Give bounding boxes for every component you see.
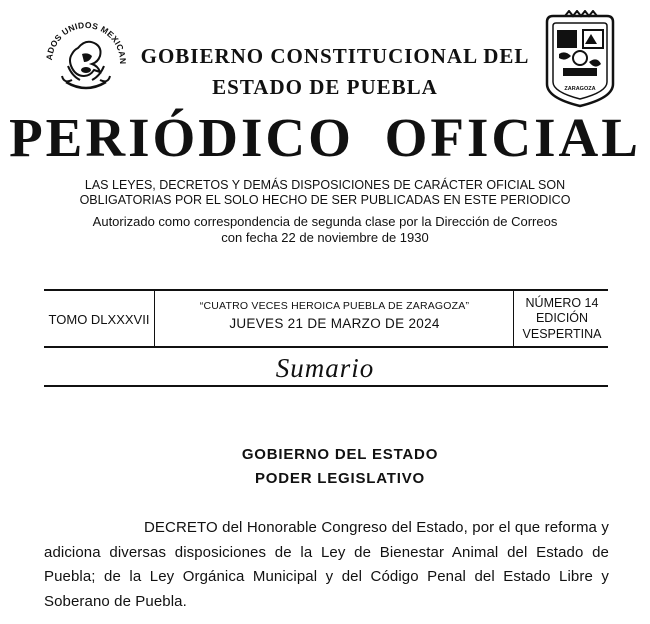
divider — [513, 291, 514, 346]
government-title-line1: GOBIERNO CONSTITUCIONAL DEL — [140, 44, 530, 68]
svg-text:ESTADOS UNIDOS MEXICANOS: ADOS UNIDOS MEXICAN — [43, 19, 129, 65]
section-heading-government: GOBIERNO DEL ESTADO — [241, 446, 439, 463]
volume-label: TOMO DLXXXVII — [48, 312, 150, 327]
issue-date: JUEVES 21 DE MARZO DE 2024 — [229, 316, 440, 331]
section-heading-legislative: PODER LEGISLATIVO — [254, 470, 425, 487]
issue-number: NÚMERO 14 — [525, 296, 599, 310]
decree-summary-paragraph: DECRETO del Honorable Congreso del Estado, por el que reforma y adiciona diversas disposiciones de la Ley de Bienestar Animal del Estado de Puebla; de la Ley Orgánica Municipal y del Código Penal del Estado Libre y Soberano de Puebla. — [44, 519, 609, 610]
government-title-line2: ESTADO DE PUEBLA — [212, 75, 438, 99]
divider — [44, 385, 608, 387]
authorization-line1: Autorizado como correspondencia de segunda clase por la Dirección de Correos — [92, 214, 558, 229]
masthead-title: PERIÓDICO OFICIAL — [9, 107, 641, 168]
divider — [154, 291, 155, 346]
legal-notice-line2: OBLIGATORIAS POR EL SOLO HECHO DE SER PUBLICADAS EN ESTE PERIODICO — [79, 193, 571, 207]
authorization-line2: con fecha 22 de noviembre de 1930 — [221, 230, 429, 245]
edition-type: VESPERTINA — [522, 327, 602, 341]
legal-notice-line1: LAS LEYES, DECRETOS Y DEMÁS DISPOSICIONES DE CARÁCTER OFICIAL SON — [84, 178, 566, 192]
edition-label: EDICIÓN — [535, 311, 589, 325]
summary-heading: Sumario — [275, 353, 375, 383]
svg-text:ZARAGOZA: ZARAGOZA — [564, 86, 596, 92]
issue-info-box — [44, 289, 608, 348]
city-motto: “CUATRO VECES HEROICA PUEBLA DE ZARAGOZA” — [199, 300, 470, 312]
